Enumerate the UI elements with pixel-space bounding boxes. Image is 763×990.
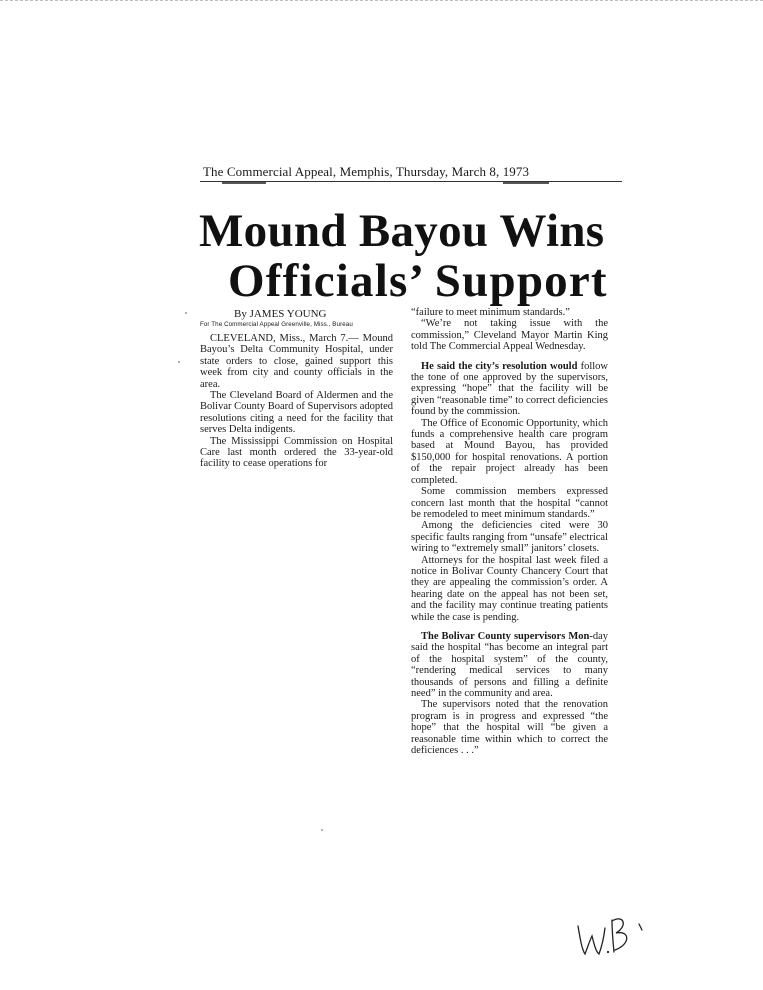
headline-line-2: Officials’ Support [228,255,608,307]
article-paragraph: The Cleveland Board of Aldermen and the Bolivar County Board of Supervisors adopted resolutions citing a need for the facility that serves Delta indigents. [200,390,393,436]
scan-speck [185,312,187,314]
article-paragraph: Among the deficiencies cited were 30 specific faults ranging from “unsafe” electrical wiring to “extremely small” janitors’ closets. [411,520,608,555]
rule-mark [222,182,266,184]
scan-speck [321,829,323,831]
article-paragraph: Attorneys for the hospital last week filed a notice in Bolivar County Chancery Court that they are appealing the commission’s order. A hearing date on the appeal has not been set, and the facility may continue treating patients while the case is pending. [411,554,608,623]
article-paragraph: The Mississippi Commission on Hospital Care last month ordered the 33-year-old facility to cease operations for [200,435,393,470]
article-paragraph: CLEVELAND, Miss., March 7.— Mound Bayou’s Delta Community Hospital, under state orders to close, gained support this week from city and county officials in the area. [200,333,393,390]
article-paragraph: “failure to meet minimum standards.” [411,307,570,318]
paragraph-lead-in: The Bolivar County supervisors Mon- [421,630,593,642]
scan-border-dashed [0,0,763,1]
paragraph-lead-in: He said the city’s resolution would [421,360,578,372]
scan-speck [178,361,180,363]
handwritten-initials-signature [568,906,658,962]
newspaper-dateline: The Commercial Appeal, Memphis, Thursday, March 8, 1973 [203,164,530,179]
article-paragraph: The supervisors noted that the renovation program is in progress and expressed “the hope” that the hospital will “be given a reasonable time within which to correct the deficiences . . .” [411,699,608,757]
paragraph-text: follow the tone of one approved by the supervisors, expressing “hope” that the facility will be given “reasonable time” to correct deficiencies found by the commission. [411,360,608,418]
paragraph-text: day said the hospital “has become an integral part of the hospital system” of the county, “rendering medical services to many thousands of persons and filling a definite need” in the community and area. [411,630,608,699]
byline-author: By JAMES YOUNG [234,308,327,320]
article-paragraph [411,361,608,418]
article-column-1 [200,333,393,470]
headline-line-1: Mound Bayou Wins [199,205,605,257]
article-column-2 [411,307,608,756]
article-paragraph: The Office of Economic Opportunity, which funds a comprehensive health care program based at Mound Bayou, has provided $150,000 for hospital renovations. A portion of the repair project already has been completed. [411,417,608,486]
rule-mark [503,182,549,184]
article-paragraph: Some commission members expressed concern last month that the hospital “cannot be remodeled to meet minimum standards.” [411,486,608,520]
article-paragraph: “We’re not taking issue with the commission,” Cleveland Mayor Martin King told The Commercial Appeal Wednesday. [411,318,608,353]
byline-bureau: For The Commercial Appeal Greenville, Miss., Bureau [200,321,353,328]
article-paragraph [411,631,608,699]
